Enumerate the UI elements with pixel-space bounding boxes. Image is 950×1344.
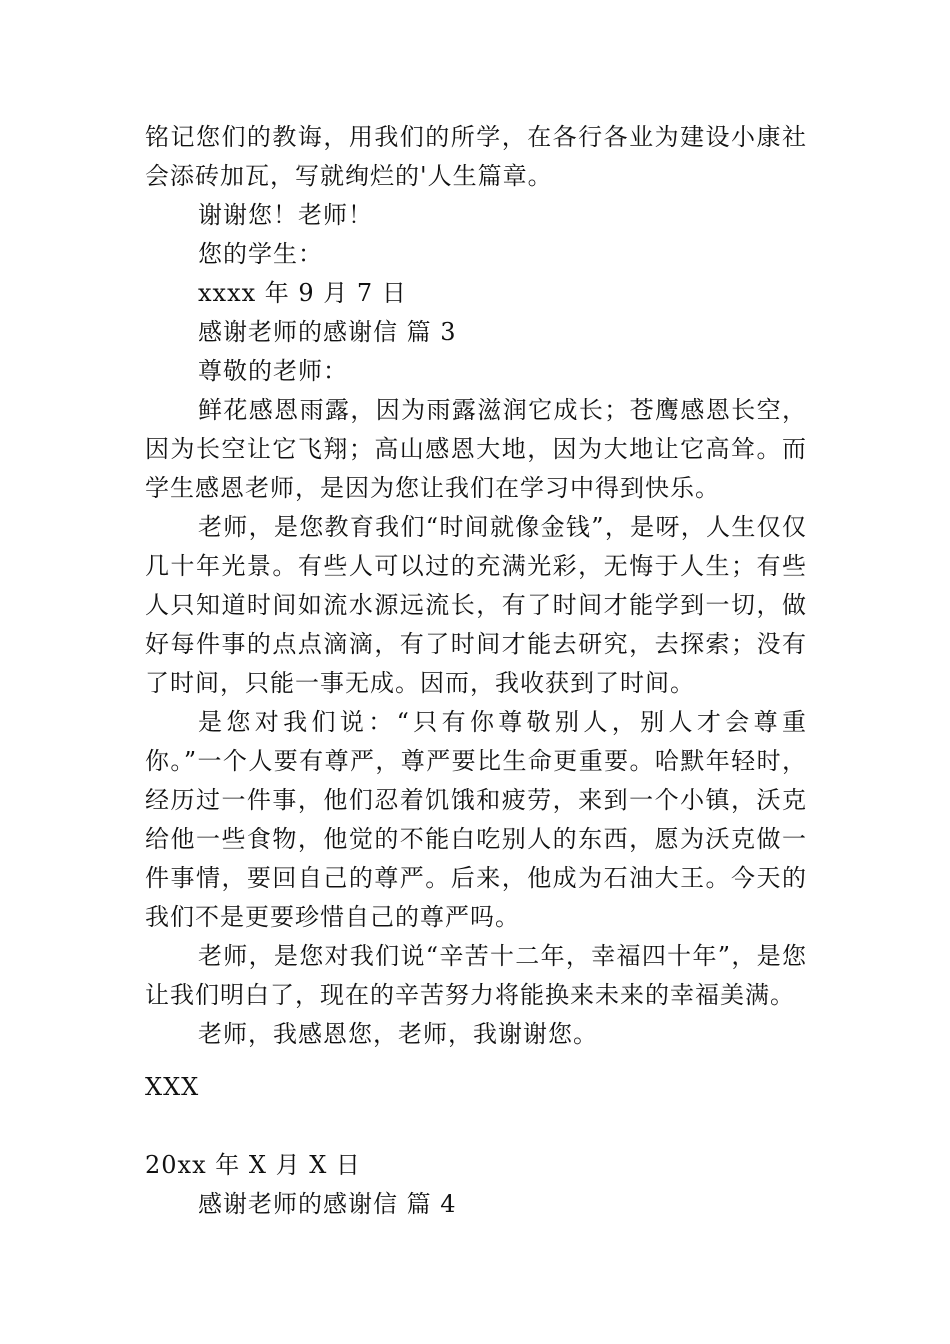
intro-paragraph: 铭记您们的教诲，用我们的所学，在各行各业为建设小康社会添砖加瓦，写就绚烂的'人生篇章。 (145, 123, 807, 190)
closing-date: 20xx 年 X 月 X 日 (145, 1151, 361, 1179)
signature: XXX (145, 1073, 200, 1101)
thanks-line: 谢谢您！老师！ (198, 201, 373, 229)
your-student-line: 您的学生： (198, 240, 323, 268)
letter-body (145, 118, 807, 1054)
section-3-title: 感谢老师的感谢信 篇 3 (198, 318, 457, 346)
section-4-title: 感谢老师的感谢信 篇 4 (198, 1190, 457, 1218)
paragraph-1: 鲜花感恩雨露，因为雨露滋润它成长；苍鹰感恩长空，因为长空让它飞翔；高山感恩大地，因为大地让它高耸。而学生感恩老师，是因为您让我们在学习中得到快乐。 (145, 396, 807, 502)
paragraph-2: 老师，是您教育我们“时间就像金钱”，是呀，人生仅仅几十年光景。有些人可以过的充满光彩，无悔于人生；有些人只知道时间如流水源远流长，有了时间才能学到一切，做好每件事的点点滴滴，有了时间才能去研究，去探索；没有了时间，只能一事无成。因而，我收获到了时间。 (145, 513, 807, 697)
date-line: xxxx 年 9 月 7 日 (198, 279, 407, 307)
paragraph-5: 老师，我感恩您，老师，我谢谢您。 (198, 1020, 598, 1048)
salutation: 尊敬的老师： (198, 357, 348, 385)
paragraph-4: 老师，是您对我们说“辛苦十二年，幸福四十年”，是您让我们明白了，现在的辛苦努力将能换来未来的幸福美满。 (145, 942, 807, 1009)
paragraph-3: 是您对我们说：“只有你尊敬别人，别人才会尊重你。”一个人要有尊严，尊严要比生命更重要。哈默年轻时，经历过一件事，他们忍着饥饿和疲劳，来到一个小镇，沃克给他一些食物，他觉的不能白吃别人的东西，愿为沃克做一件事情，要回自己的尊严。后来，他成为石油大王。今天的我们不是更要珍惜自己的尊严吗。 (145, 708, 807, 931)
